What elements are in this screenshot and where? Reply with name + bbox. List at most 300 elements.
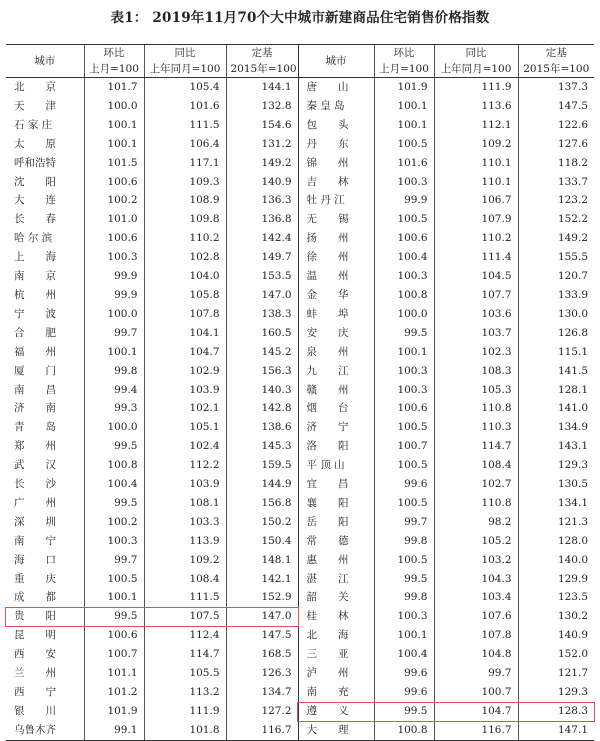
tb-value-right: 98.2	[434, 513, 518, 532]
tb-value-right: 113.6	[434, 97, 518, 116]
dj-value-right: 128.0	[518, 532, 594, 551]
dj-value-left: 150.2	[226, 513, 298, 532]
dj-value-right: 140.9	[518, 626, 594, 645]
dj-value-left: 145.2	[226, 343, 298, 362]
dj-value-left: 145.3	[226, 437, 298, 456]
tb-value-left: 110.2	[144, 229, 226, 248]
header-city-right: 城市	[298, 45, 374, 78]
tb-value-right: 103.6	[434, 305, 518, 324]
hb-value-left: 100.6	[84, 173, 144, 192]
tb-value-left: 104.1	[144, 324, 226, 343]
tb-value-left: 106.4	[144, 135, 226, 154]
hb-value-right: 100.3	[374, 267, 434, 286]
dj-value-right: 149.2	[518, 229, 594, 248]
hb-value-right: 100.1	[374, 97, 434, 116]
tb-value-left: 102.9	[144, 362, 226, 381]
city-name-left: 武 汉	[14, 459, 56, 472]
table-row	[6, 437, 594, 456]
tb-value-right: 104.7	[434, 702, 518, 721]
table-row	[6, 645, 594, 664]
city-name-right: 锦 州	[298, 154, 374, 173]
city-name-right: 扬 州	[298, 229, 374, 248]
hb-value-right: 99.5	[374, 702, 434, 721]
tb-value-right: 108.4	[434, 456, 518, 475]
hb-value-left: 101.2	[84, 683, 144, 702]
tb-value-right: 104.5	[434, 267, 518, 286]
city-name-right: 韶 关	[298, 588, 374, 607]
hb-value-right: 100.4	[374, 645, 434, 664]
hb-value-right: 100.5	[374, 135, 434, 154]
tb-value-left: 101.6	[144, 97, 226, 116]
hb-value-left: 99.7	[84, 551, 144, 570]
table-row	[6, 551, 594, 570]
table-row	[6, 78, 594, 97]
hb-value-left: 99.9	[84, 267, 144, 286]
tb-value-left: 109.8	[144, 210, 226, 229]
subheader-tb-right: 上年同月=100	[434, 61, 518, 78]
city-name-right: 吉 林	[298, 173, 374, 192]
dj-value-right: 118.2	[518, 154, 594, 173]
city-name-left: 深 圳	[14, 515, 56, 528]
dj-value-right: 121.7	[518, 664, 594, 683]
hb-value-right: 100.8	[374, 286, 434, 305]
hb-value-right: 101.6	[374, 154, 434, 173]
city-name-left: 呼和浩特	[14, 156, 56, 169]
table-row	[6, 721, 594, 740]
price-index-table	[6, 44, 594, 741]
tb-value-right: 103.2	[434, 551, 518, 570]
city-name-left: 杭 州	[14, 288, 56, 301]
hb-value-right: 100.5	[374, 551, 434, 570]
hb-value-left: 100.0	[84, 418, 144, 437]
tb-value-right: 104.8	[434, 645, 518, 664]
table-row	[6, 267, 594, 286]
city-name-right: 岳 阳	[298, 513, 374, 532]
hb-value-right: 100.3	[374, 173, 434, 192]
city-name-right: 蚌 埠	[298, 305, 374, 324]
subheader-dj-right: 2015年=100	[518, 61, 594, 78]
dj-value-right: 152.0	[518, 645, 594, 664]
hb-value-right: 100.3	[374, 381, 434, 400]
subheader-hb-left: 上月=100	[84, 61, 144, 78]
header-hb-right: 环比	[374, 45, 434, 62]
hb-value-left: 99.1	[84, 721, 144, 740]
table-title: 表1： 2019年11月70个大中城市新建商品住宅销售价格指数	[110, 10, 490, 26]
hb-value-left: 101.5	[84, 154, 144, 173]
dj-value-right: 129.3	[518, 456, 594, 475]
city-name-left: 上 海	[14, 251, 56, 264]
hb-value-right: 99.6	[374, 664, 434, 683]
dj-value-right: 147.1	[518, 721, 594, 740]
subheader-tb-left: 上年同月=100	[144, 61, 226, 78]
dj-value-left: 168.5	[226, 645, 298, 664]
table-row	[6, 381, 594, 400]
tb-value-right: 110.1	[434, 154, 518, 173]
dj-value-right: 115.1	[518, 343, 594, 362]
tb-value-left: 103.9	[144, 381, 226, 400]
city-name-left: 西 安	[14, 648, 56, 661]
tb-value-left: 105.4	[144, 78, 226, 97]
city-name-left: 长 沙	[14, 478, 56, 491]
dj-value-left: 116.7	[226, 721, 298, 740]
subheader-hb-right: 上月=100	[374, 61, 434, 78]
table-row	[6, 418, 594, 437]
dj-value-right: 126.8	[518, 324, 594, 343]
dj-value-right: 141.0	[518, 399, 594, 418]
table-row	[6, 286, 594, 305]
tb-value-left: 112.2	[144, 456, 226, 475]
table-row	[6, 343, 594, 362]
tb-value-right: 110.2	[434, 229, 518, 248]
city-name-left: 石 家 庄	[14, 118, 53, 131]
city-name-left: 郑 州	[14, 440, 56, 453]
dj-value-right: 130.5	[518, 475, 594, 494]
dj-value-right: 122.6	[518, 116, 594, 135]
hb-value-right: 100.1	[374, 626, 434, 645]
city-name-right: 三 亚	[298, 645, 374, 664]
hb-value-right: 100.1	[374, 116, 434, 135]
hb-value-left: 100.2	[84, 513, 144, 532]
table-row	[6, 324, 594, 343]
dj-value-left: 154.6	[226, 116, 298, 135]
hb-value-right: 100.5	[374, 494, 434, 513]
city-name-left: 大 连	[14, 194, 56, 207]
tb-value-left: 111.5	[144, 588, 226, 607]
city-name-left: 海 口	[14, 553, 56, 566]
dj-value-right: 120.7	[518, 267, 594, 286]
hb-value-left: 100.8	[84, 456, 144, 475]
tb-value-left: 107.5	[144, 607, 226, 626]
hb-value-left: 100.7	[84, 645, 144, 664]
header-tb-left: 同比	[144, 45, 226, 62]
hb-value-left: 101.0	[84, 210, 144, 229]
hb-value-left: 100.0	[84, 305, 144, 324]
hb-value-left: 100.6	[84, 229, 144, 248]
hb-value-left: 100.5	[84, 570, 144, 589]
tb-value-right: 112.1	[434, 116, 518, 135]
city-name-left: 青 岛	[14, 421, 56, 434]
city-name-right: 泉 州	[298, 343, 374, 362]
city-name-right: 济 宁	[298, 418, 374, 437]
city-name-left: 重 庆	[14, 572, 56, 585]
dj-value-left: 144.9	[226, 475, 298, 494]
table-row	[6, 399, 594, 418]
table-row	[6, 588, 594, 607]
dj-value-right: 140.0	[518, 551, 594, 570]
hb-value-right: 100.5	[374, 210, 434, 229]
tb-value-right: 107.8	[434, 626, 518, 645]
table-row	[6, 494, 594, 513]
dj-value-right: 155.5	[518, 248, 594, 267]
city-name-right: 安 庆	[298, 324, 374, 343]
tb-value-left: 108.1	[144, 494, 226, 513]
tb-value-left: 102.8	[144, 248, 226, 267]
hb-value-right: 100.8	[374, 721, 434, 740]
hb-value-right: 100.3	[374, 362, 434, 381]
hb-value-right: 99.6	[374, 475, 434, 494]
dj-value-left: 156.8	[226, 494, 298, 513]
table-row	[6, 362, 594, 381]
hb-value-left: 100.2	[84, 191, 144, 210]
dj-value-left: 149.2	[226, 154, 298, 173]
hb-value-left: 99.3	[84, 399, 144, 418]
table-row	[6, 154, 594, 173]
dj-value-right: 128.1	[518, 381, 594, 400]
header-tb-right: 同比	[434, 45, 518, 62]
tb-value-left: 114.7	[144, 645, 226, 664]
hb-value-right: 99.7	[374, 513, 434, 532]
dj-value-right: 121.3	[518, 513, 594, 532]
tb-value-right: 103.4	[434, 588, 518, 607]
city-name-left: 乌鲁木齐	[6, 721, 84, 740]
dj-value-left: 127.2	[226, 702, 298, 721]
city-name-left: 南 昌	[14, 383, 56, 396]
hb-value-right: 100.4	[374, 248, 434, 267]
hb-value-left: 99.5	[84, 437, 144, 456]
dj-value-left: 138.3	[226, 305, 298, 324]
table-row	[6, 97, 594, 116]
dj-value-right: 127.6	[518, 135, 594, 154]
hb-value-right: 99.9	[374, 191, 434, 210]
hb-value-right: 99.5	[374, 570, 434, 589]
city-name-right: 唐 山	[298, 78, 374, 97]
tb-value-left: 109.2	[144, 551, 226, 570]
dj-value-left: 160.5	[226, 324, 298, 343]
city-name-left: 北 京	[14, 81, 56, 93]
city-name-right: 北 海	[298, 626, 374, 645]
tb-value-right: 103.7	[434, 324, 518, 343]
hb-value-left: 101.9	[84, 702, 144, 721]
tb-value-left: 111.5	[144, 116, 226, 135]
table-row	[6, 664, 594, 683]
city-name-left: 成 都	[14, 591, 56, 604]
city-name-right: 泸 州	[298, 664, 374, 683]
dj-value-right: 133.9	[518, 286, 594, 305]
city-name-left: 哈 尔 滨	[14, 232, 53, 245]
dj-value-left: 142.4	[226, 229, 298, 248]
dj-value-right: 123.2	[518, 191, 594, 210]
city-name-right: 桂 林	[298, 607, 374, 626]
city-name-right: 金 华	[298, 286, 374, 305]
table-row	[6, 607, 594, 626]
tb-value-left: 113.9	[144, 532, 226, 551]
table-row	[6, 173, 594, 192]
hb-value-left: 99.8	[84, 362, 144, 381]
hb-value-right: 99.5	[374, 324, 434, 343]
dj-value-left: 150.4	[226, 532, 298, 551]
tb-value-right: 107.7	[434, 286, 518, 305]
tb-value-right: 107.6	[434, 607, 518, 626]
hb-value-left: 100.1	[84, 116, 144, 135]
tb-value-left: 102.4	[144, 437, 226, 456]
city-name-left: 西 宁	[14, 686, 56, 698]
city-name-left: 长 春	[14, 213, 56, 226]
tb-value-right: 110.1	[434, 173, 518, 192]
city-name-left: 宁 波	[14, 307, 56, 320]
dj-value-left: 147.0	[226, 607, 298, 626]
tb-value-left: 102.1	[144, 399, 226, 418]
table-row	[6, 191, 594, 210]
hb-value-left: 99.5	[84, 607, 144, 626]
hb-value-right: 100.7	[374, 437, 434, 456]
hb-value-right: 100.6	[374, 399, 434, 418]
city-name-left: 天 津	[14, 99, 56, 112]
dj-value-left: 132.8	[226, 97, 298, 116]
dj-value-left: 156.3	[226, 362, 298, 381]
dj-value-left: 126.3	[226, 664, 298, 683]
tb-value-right: 110.3	[434, 418, 518, 437]
city-name-right: 包 头	[298, 116, 374, 135]
table-row	[6, 229, 594, 248]
dj-value-right: 134.9	[518, 418, 594, 437]
city-name-right: 襄 阳	[298, 494, 374, 513]
tb-value-right: 107.9	[434, 210, 518, 229]
dj-value-right: 141.5	[518, 362, 594, 381]
tb-value-left: 103.3	[144, 513, 226, 532]
hb-value-left: 100.0	[84, 97, 144, 116]
hb-value-right: 99.8	[374, 588, 434, 607]
hb-value-right: 99.8	[374, 532, 434, 551]
tb-value-right: 114.7	[434, 437, 518, 456]
hb-value-left: 100.1	[84, 135, 144, 154]
table-row	[6, 210, 594, 229]
table-row	[6, 513, 594, 532]
city-name-right: 南 充	[298, 683, 374, 702]
city-name-right: 牡 丹 江	[298, 191, 374, 210]
tb-value-right: 111.4	[434, 248, 518, 267]
dj-value-right: 129.3	[518, 683, 594, 702]
hb-value-right: 100.5	[374, 418, 434, 437]
dj-value-right: 128.3	[518, 702, 594, 721]
dj-value-left: 140.9	[226, 173, 298, 192]
tb-value-left: 104.0	[144, 267, 226, 286]
dj-value-left: 134.7	[226, 683, 298, 702]
hb-value-right: 100.6	[374, 229, 434, 248]
city-name-left: 福 州	[14, 345, 56, 358]
city-name-left: 太 原	[14, 137, 56, 150]
dj-value-right: 133.7	[518, 173, 594, 192]
hb-value-left: 99.9	[84, 286, 144, 305]
city-name-left: 合 肥	[14, 326, 56, 339]
table-row	[6, 135, 594, 154]
city-name-right: 无 锡	[298, 210, 374, 229]
city-name-right: 洛 阳	[298, 437, 374, 456]
tb-value-left: 108.9	[144, 191, 226, 210]
tb-value-left: 105.8	[144, 286, 226, 305]
dj-value-left: 144.1	[226, 78, 298, 97]
tb-value-right: 100.7	[434, 683, 518, 702]
city-name-right: 宜 昌	[298, 475, 374, 494]
tb-value-right: 105.2	[434, 532, 518, 551]
city-name-right: 丹 东	[298, 135, 374, 154]
city-name-right: 徐 州	[298, 248, 374, 267]
hb-value-left: 100.4	[84, 475, 144, 494]
dj-value-right: 137.3	[518, 78, 594, 97]
hb-value-left: 99.5	[84, 494, 144, 513]
tb-value-right: 116.7	[434, 721, 518, 740]
tb-value-right: 110.8	[434, 399, 518, 418]
dj-value-left: 149.7	[226, 248, 298, 267]
dj-value-left: 148.1	[226, 551, 298, 570]
city-name-left: 厦 门	[14, 364, 56, 377]
tb-value-left: 108.4	[144, 570, 226, 589]
tb-value-right: 110.8	[434, 494, 518, 513]
hb-value-left: 99.7	[84, 324, 144, 343]
table-row	[6, 702, 594, 721]
hb-value-left: 99.4	[84, 381, 144, 400]
dj-value-left: 152.9	[226, 588, 298, 607]
tb-value-left: 105.5	[144, 664, 226, 683]
city-name-left: 昆 明	[14, 629, 56, 642]
city-name-left: 兰 州	[14, 667, 56, 680]
dj-value-left: 147.5	[226, 626, 298, 645]
dj-value-left: 153.5	[226, 267, 298, 286]
dj-value-left: 136.8	[226, 210, 298, 229]
tb-value-right: 106.7	[434, 191, 518, 210]
tb-value-right: 102.3	[434, 343, 518, 362]
city-name-right: 九 江	[298, 362, 374, 381]
table-row	[6, 626, 594, 645]
hb-value-right: 101.9	[374, 78, 434, 97]
dj-value-right: 134.1	[518, 494, 594, 513]
tb-value-right: 105.3	[434, 381, 518, 400]
city-name-left: 南 宁	[14, 534, 56, 547]
tb-value-right: 111.9	[434, 78, 518, 97]
city-name-right: 惠 州	[298, 551, 374, 570]
dj-value-right: 130.0	[518, 305, 594, 324]
dj-value-right: 130.2	[518, 607, 594, 626]
city-name-left: 沈 阳	[14, 175, 56, 188]
tb-value-left: 103.9	[144, 475, 226, 494]
table-row	[6, 305, 594, 324]
city-name-left: 银 川	[14, 704, 56, 717]
city-name-right: 湛 江	[298, 570, 374, 589]
tb-value-right: 99.7	[434, 664, 518, 683]
hb-value-left: 100.1	[84, 343, 144, 362]
table-row	[6, 456, 594, 475]
dj-value-right: 152.2	[518, 210, 594, 229]
dj-value-left: 159.5	[226, 456, 298, 475]
tb-value-left: 113.2	[144, 683, 226, 702]
table-row	[6, 532, 594, 551]
hb-value-right: 100.3	[374, 607, 434, 626]
city-name-right: 烟 台	[298, 399, 374, 418]
dj-value-right: 147.5	[518, 97, 594, 116]
header-dj-left: 定基	[226, 45, 298, 62]
city-name-left: 贵 阳	[14, 610, 56, 623]
dj-value-left: 142.1	[226, 570, 298, 589]
city-name-right: 大 理	[298, 721, 374, 740]
tb-value-left: 111.9	[144, 702, 226, 721]
city-name-right: 温 州	[298, 267, 374, 286]
table-row	[6, 248, 594, 267]
dj-value-left: 142.8	[226, 399, 298, 418]
hb-value-right: 100.0	[374, 305, 434, 324]
dj-value-left: 131.2	[226, 135, 298, 154]
tb-value-left: 107.8	[144, 305, 226, 324]
city-name-right: 常 德	[298, 532, 374, 551]
header-hb-left: 环比	[84, 45, 144, 62]
hb-value-left: 100.3	[84, 248, 144, 267]
dj-value-right: 129.9	[518, 570, 594, 589]
hb-value-left: 100.1	[84, 588, 144, 607]
tb-value-left: 117.1	[144, 154, 226, 173]
tb-value-left: 105.1	[144, 418, 226, 437]
subheader-dj-left: 2015年=100	[226, 61, 298, 78]
city-name-right: 秦 皇 岛	[298, 97, 374, 116]
hb-value-right: 100.5	[374, 456, 434, 475]
table-row	[6, 475, 594, 494]
